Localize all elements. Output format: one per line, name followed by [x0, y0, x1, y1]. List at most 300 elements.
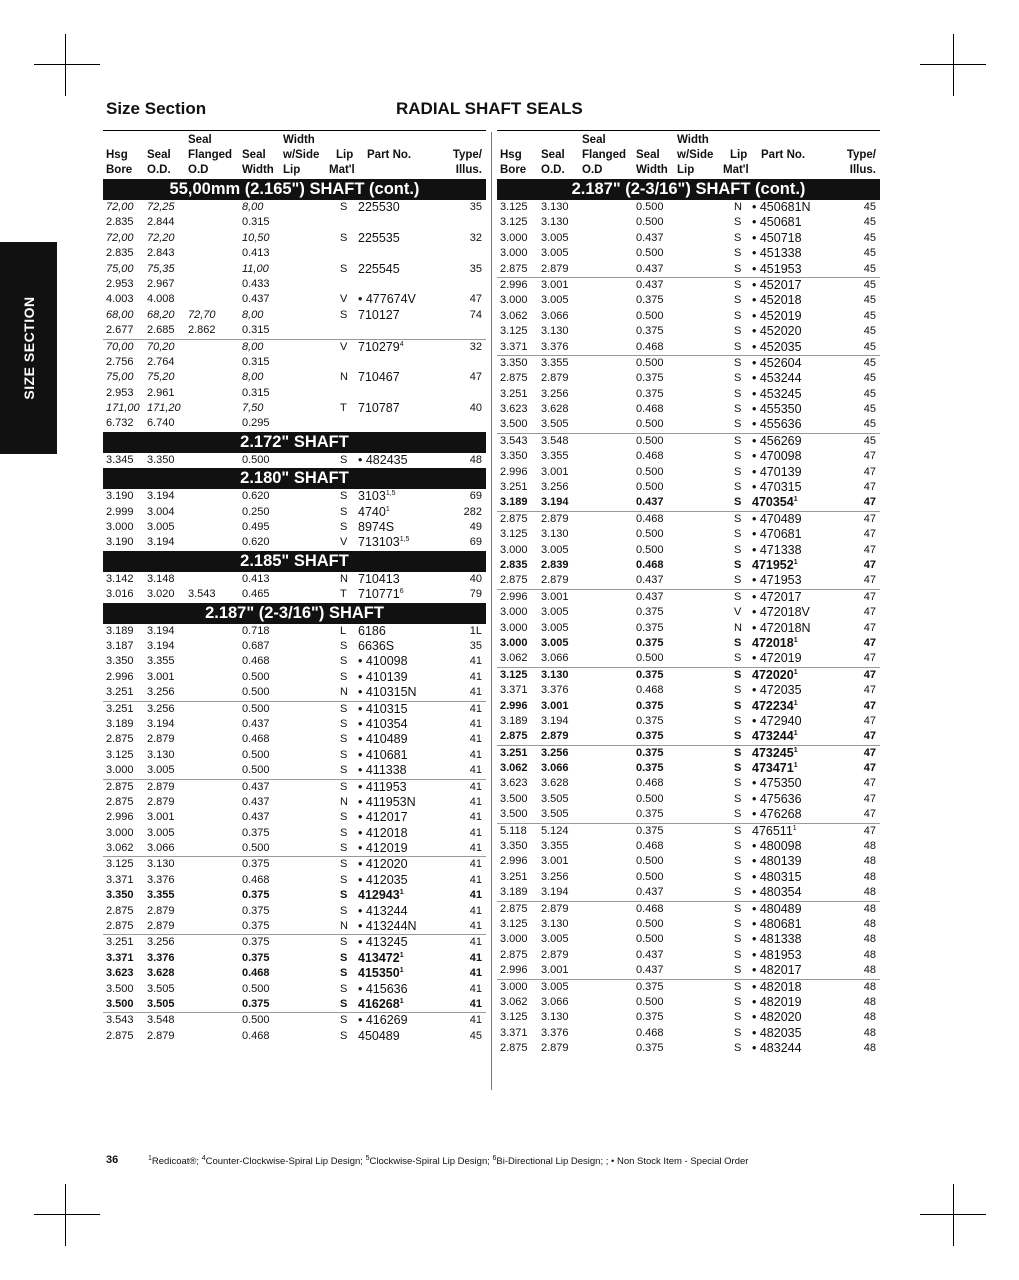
lip-material-cell: S: [734, 434, 742, 447]
lip-material-cell: S: [734, 1011, 742, 1024]
seal-od-cell: 3.355: [147, 655, 175, 668]
type-illus-cell: 47: [863, 746, 876, 759]
seal-od-cell: 2.879: [541, 512, 569, 525]
hsg-bore-cell: 2.875: [500, 902, 528, 915]
lip-material-cell: S: [340, 1029, 348, 1042]
type-illus-cell: 41: [469, 842, 482, 855]
type-illus-cell: 48: [863, 1042, 876, 1055]
seal-width-cell: 0.375: [242, 904, 270, 917]
table-row: [497, 495, 880, 510]
part-number-text: • 480681: [752, 916, 802, 931]
row-group: [497, 979, 880, 1057]
row-group: [103, 624, 486, 701]
part-number-text: • 452018: [752, 293, 802, 308]
table-row: [103, 505, 486, 520]
part-number-text: • 410315: [358, 701, 408, 716]
section-header: 2.172" SHAFT: [103, 432, 486, 453]
lip-material-cell: S: [734, 387, 742, 400]
seal-od-cell: 2.843: [147, 247, 175, 260]
seal-od-cell: 72,25: [147, 201, 175, 213]
type-illus-cell: 41: [469, 780, 482, 793]
table-row: [497, 1041, 880, 1056]
type-illus-cell: 41: [469, 717, 482, 730]
row-group: [103, 934, 486, 1012]
seal-od-cell: 2.879: [147, 795, 175, 808]
part-number-cell: [752, 543, 802, 558]
seal-width-cell: 0.375: [636, 808, 664, 821]
part-number-cell: [358, 795, 416, 810]
table-row: [497, 683, 880, 698]
part-number-text: • 472019: [752, 651, 802, 666]
seal-od-cell: 3.548: [541, 434, 569, 447]
lip-material-cell: S: [734, 543, 742, 556]
part-number-text: • 451953: [752, 261, 802, 276]
table-row: [497, 434, 880, 449]
part-number-text: • 452035: [752, 339, 802, 354]
part-number-text: • 410681: [358, 747, 408, 762]
part-number-text: • 480098: [752, 839, 802, 854]
seal-width-cell: 0.375: [636, 325, 664, 338]
table-row: [497, 558, 880, 573]
type-illus-cell: 45: [863, 387, 876, 400]
hsg-bore-cell: 3.500: [500, 808, 528, 821]
type-illus-cell: 32: [469, 231, 482, 244]
row-group: [497, 511, 880, 589]
seal-od-cell: 3.194: [541, 496, 569, 509]
seal-width-cell: 0.500: [636, 434, 664, 447]
seal-width-cell: 0.620: [242, 536, 270, 549]
seal-width-cell: 0.375: [636, 294, 664, 307]
part-number-text: 472020: [752, 667, 794, 682]
hsg-bore-cell: 72,00: [106, 201, 134, 213]
seal-width-cell: 0.375: [636, 606, 664, 619]
seal-width-cell: 0.500: [242, 686, 270, 699]
part-number-cell: [752, 963, 802, 978]
seal-width-cell: 0.468: [636, 512, 664, 525]
table-row: [103, 587, 486, 602]
part-number-cell: [358, 572, 400, 587]
table-row: [103, 888, 486, 903]
table-row: [103, 826, 486, 841]
row-group: [497, 901, 880, 979]
hsg-bore-cell: 3.189: [106, 624, 134, 637]
seal-width-cell: 0.718: [242, 624, 270, 637]
lip-material-cell: S: [340, 308, 348, 321]
hdr-type-1: Type/: [452, 149, 482, 161]
part-number-cell: [358, 904, 408, 919]
part-number-text: • 455636: [752, 417, 802, 432]
part-number-text: • 470489: [752, 511, 802, 526]
hdr-flanged-1: Seal: [188, 134, 212, 146]
table-row: [103, 951, 486, 966]
row-group: [497, 200, 880, 277]
seal-od-cell: 3.005: [541, 294, 569, 307]
hsg-bore-cell: 2.953: [106, 277, 134, 290]
table-row: [497, 293, 880, 308]
table-row: [497, 356, 880, 371]
hsg-bore-cell: 5.118: [500, 824, 527, 837]
seal-od-cell: 3.194: [147, 536, 175, 549]
seal-od-cell: 3.066: [541, 762, 569, 775]
page-title: RADIAL SHAFT SEALS: [396, 99, 583, 118]
seal-od-cell: 2.764: [147, 355, 175, 368]
part-number-text: • 472018N: [752, 620, 811, 635]
lip-material-cell: S: [340, 733, 348, 746]
hsg-bore-cell: 3.125: [500, 325, 528, 338]
table-row: [103, 1029, 486, 1044]
seal-od-cell: 3.256: [147, 702, 175, 715]
part-number-cell: [358, 810, 408, 825]
part-footnote-mark: 1,5: [399, 536, 410, 544]
seal-od-cell: 3.005: [541, 636, 569, 649]
seal-width-cell: 0.375: [242, 826, 270, 839]
part-number-text: 6186: [358, 623, 386, 638]
hdr-hsg-1: Hsg: [500, 149, 522, 161]
lip-material-cell: S: [734, 278, 742, 291]
table-row: [103, 670, 486, 685]
seal-width-cell: 0.437: [636, 262, 664, 275]
hsg-bore-cell: 3.251: [106, 702, 134, 715]
lip-material-cell: S: [340, 521, 348, 534]
part-number-cell: [358, 370, 400, 385]
table-row: [497, 387, 880, 402]
seal-width-cell: 0.500: [242, 702, 270, 715]
hsg-bore-cell: 3.189: [500, 886, 528, 899]
type-illus-cell: 45: [863, 247, 876, 260]
part-number-text: 473245: [752, 745, 794, 760]
table-row: [497, 465, 880, 480]
hsg-bore-cell: 2.953: [106, 386, 134, 399]
hsg-bore-cell: 3.125: [500, 528, 528, 541]
seal-od-cell: 3.001: [541, 590, 569, 603]
seal-od-cell: 3.505: [147, 982, 175, 995]
part-footnote-mark: 1,5: [385, 490, 396, 498]
seal-od-cell: 3.194: [147, 490, 175, 503]
lip-material-cell: N: [340, 686, 348, 699]
part-number-text: • 482035: [752, 1025, 802, 1040]
hsg-bore-cell: 3.062: [500, 762, 528, 775]
hdr-width-2: Width: [242, 164, 274, 176]
part-number-cell: [752, 807, 802, 822]
part-footnote-mark: 1: [385, 505, 390, 513]
hsg-bore-cell: 3.251: [106, 936, 134, 949]
right-table: [497, 130, 880, 1056]
seal-od-cell: 2.879: [147, 1029, 175, 1042]
lip-material-cell: N: [340, 795, 348, 808]
seal-width-cell: 7,50: [242, 402, 264, 415]
hdr-wside-3: Lip: [283, 164, 301, 176]
seal-width-cell: 0.433: [242, 277, 270, 290]
seal-width-cell: 0.468: [242, 873, 270, 886]
seal-width-cell: 0.437: [636, 231, 664, 244]
seal-width-cell: 0.468: [636, 840, 664, 853]
part-footnote-mark: 1: [793, 636, 798, 644]
seal-width-cell: 0.500: [636, 309, 664, 322]
seal-width-cell: 0.500: [636, 465, 664, 478]
hsg-bore-cell: 68,00: [106, 308, 134, 321]
lip-material-cell: N: [734, 621, 742, 634]
seal-width-cell: 0.468: [636, 1026, 664, 1039]
type-illus-cell: 41: [469, 748, 482, 761]
part-footnote-mark: 1: [793, 761, 798, 769]
seal-width-cell: 0.500: [242, 453, 270, 466]
crop-mark: [34, 1214, 100, 1215]
seal-width-cell: 0.315: [242, 386, 270, 399]
seal-width-cell: 0.468: [636, 777, 664, 790]
lip-material-cell: S: [734, 450, 742, 463]
part-number-text: • 480489: [752, 901, 802, 916]
hsg-bore-cell: 3.000: [500, 621, 528, 634]
table-row: [497, 651, 880, 666]
hsg-bore-cell: 2.996: [500, 699, 528, 712]
part-number-cell: [358, 982, 408, 997]
seal-od-cell: 3.001: [147, 811, 175, 824]
hdr-seal-2: O.D.: [541, 164, 565, 176]
seal-width-cell: 0.500: [242, 748, 270, 761]
part-number-cell: [752, 402, 802, 417]
seal-od-cell: 3.130: [147, 748, 175, 761]
table-row: [497, 1026, 880, 1041]
seal-od-cell: 3.256: [541, 870, 569, 883]
lip-material-cell: S: [340, 858, 348, 871]
seal-width-cell: 0.500: [636, 481, 664, 494]
table-row: [103, 277, 486, 292]
hsg-bore-cell: 3.189: [106, 717, 134, 730]
row-group: [103, 339, 486, 432]
seal-od-cell: 68,20: [147, 308, 175, 321]
table-row: [497, 729, 880, 744]
section-header: 55,00mm (2.165") SHAFT (cont.): [103, 179, 486, 200]
lip-material-cell: S: [734, 262, 742, 275]
lip-material-cell: S: [340, 1014, 348, 1027]
hsg-bore-cell: 3.125: [500, 917, 528, 930]
hdr-type-1: Type/: [846, 149, 876, 161]
part-number-text: • 410139: [358, 669, 408, 684]
type-illus-cell: 45: [863, 216, 876, 229]
seal-width-cell: 0.500: [636, 933, 664, 946]
hsg-bore-cell: 3.251: [500, 387, 528, 400]
seal-od-cell: 3.256: [147, 936, 175, 949]
type-illus-cell: 45: [863, 294, 876, 307]
lip-material-cell: S: [734, 684, 742, 697]
seal-od-cell: 2.879: [541, 730, 569, 743]
part-number-cell: [752, 449, 802, 464]
lip-material-cell: S: [734, 294, 742, 307]
table-row: [497, 839, 880, 854]
hsg-bore-cell: 3.500: [106, 982, 134, 995]
seal-od-cell: 3.194: [541, 886, 569, 899]
lip-material-cell: S: [734, 418, 742, 431]
part-number-cell: [752, 683, 802, 698]
lip-material-cell: T: [340, 402, 347, 415]
seal-width-cell: 0.375: [636, 980, 664, 993]
seal-od-cell: 2.685: [147, 324, 175, 337]
table-row: [497, 746, 880, 761]
hsg-bore-cell: 2.999: [106, 505, 134, 518]
seal-width-cell: 0.500: [636, 995, 664, 1008]
hdr-width-1: Seal: [636, 149, 660, 161]
part-number-cell: [752, 885, 802, 900]
part-number-cell: [358, 200, 400, 215]
hsg-bore-cell: 2.875: [500, 512, 528, 525]
row-group: [103, 489, 486, 551]
part-number-text: 710279: [358, 339, 400, 354]
part-number-text: • 416269: [358, 1013, 408, 1028]
type-illus-cell: 41: [469, 920, 482, 933]
seal-width-cell: 0.437: [636, 590, 664, 603]
seal-od-cell: 3.130: [541, 325, 569, 338]
type-illus-cell: 48: [863, 870, 876, 883]
part-number-text: • 411338: [358, 763, 407, 778]
hsg-bore-cell: 3.500: [500, 792, 528, 805]
seal-width-cell: 0.465: [242, 588, 270, 601]
hsg-bore-cell: 3.350: [106, 889, 134, 902]
part-number-text: • 476268: [752, 807, 802, 822]
seal-width-cell: 0.620: [242, 490, 270, 503]
part-number-text: 225535: [358, 230, 400, 245]
hsg-bore-cell: 2.996: [500, 964, 528, 977]
seal-width-cell: 0.468: [242, 733, 270, 746]
part-number-cell: [752, 278, 802, 293]
lip-material-cell: N: [340, 572, 348, 585]
seal-od-cell: 3.355: [541, 450, 569, 463]
part-number-text: • 480354: [752, 885, 802, 900]
hsg-bore-cell: 2.875: [500, 948, 528, 961]
part-footnote-mark: 1: [793, 668, 798, 676]
seal-width-cell: 0.500: [636, 528, 664, 541]
part-number-text: 710787: [358, 401, 400, 416]
part-number-cell: [358, 935, 408, 950]
hdr-flanged-3: O.D: [188, 164, 209, 176]
row-group: [497, 277, 880, 355]
type-illus-cell: 47: [469, 293, 482, 306]
table-header: [103, 131, 486, 179]
table-row: [103, 702, 486, 717]
hsg-bore-cell: 2.875: [106, 795, 134, 808]
type-illus-cell: 48: [863, 964, 876, 977]
flanged-od-cell: 3.543: [188, 588, 216, 601]
part-number-cell: [752, 668, 798, 683]
seal-od-cell: 3.005: [541, 247, 569, 260]
hsg-bore-cell: 3.000: [500, 606, 528, 619]
part-number-cell: [752, 776, 802, 791]
hsg-bore-cell: 3.125: [500, 216, 528, 229]
lip-material-cell: S: [340, 997, 348, 1010]
row-group: [103, 701, 486, 779]
seal-od-cell: 3.355: [541, 356, 569, 369]
seal-width-cell: 0.500: [242, 982, 270, 995]
part-number-cell: [752, 729, 798, 744]
seal-width-cell: 0.500: [636, 216, 664, 229]
seal-od-cell: 3.350: [147, 453, 175, 466]
hdr-lip-1: Lip: [336, 149, 354, 161]
type-illus-cell: 48: [863, 933, 876, 946]
hdr-lip-2: Mat'l: [723, 164, 749, 176]
part-number-text: • 410489: [358, 732, 408, 747]
type-illus-cell: 47: [863, 730, 876, 743]
hsg-bore-cell: 3.000: [106, 764, 134, 777]
part-number-cell: [358, 262, 400, 277]
part-number-cell: [752, 246, 802, 261]
part-number-cell: [358, 888, 404, 903]
seal-od-cell: 2.839: [541, 558, 569, 571]
type-illus-cell: 35: [469, 262, 482, 275]
table-row: [497, 402, 880, 417]
hdr-type-2: Illus.: [849, 164, 876, 176]
table-row: [103, 246, 486, 261]
type-illus-cell: 47: [863, 668, 876, 681]
hsg-bore-cell: 171,00: [106, 402, 140, 415]
seal-width-cell: 0.500: [636, 792, 664, 805]
hsg-bore-cell: 3.016: [106, 588, 134, 601]
part-number-cell: [358, 717, 408, 732]
part-number-cell: [358, 489, 396, 504]
part-number-text: • 410098: [358, 654, 408, 669]
part-number-text: 473471: [752, 761, 794, 776]
seal-width-cell: 0.375: [636, 762, 664, 775]
part-number-text: • 453245: [752, 386, 802, 401]
column-divider: [491, 132, 492, 1090]
seal-od-cell: 3.194: [147, 624, 175, 637]
lip-material-cell: S: [734, 216, 742, 229]
part-number-text: • 451338: [752, 246, 802, 261]
table-row: [497, 573, 880, 588]
hsg-bore-cell: 2.835: [500, 558, 528, 571]
type-illus-cell: 48: [863, 917, 876, 930]
crop-mark: [65, 1184, 66, 1246]
seal-width-cell: 0.250: [242, 505, 270, 518]
seal-od-cell: 3.066: [541, 652, 569, 665]
hdr-seal-1: Seal: [147, 149, 171, 161]
seal-od-cell: 171,20: [147, 402, 181, 415]
page-section-title: Size Section: [106, 99, 207, 118]
part-number-text: • 472018V: [752, 605, 810, 620]
seal-width-cell: 0.500: [636, 543, 664, 556]
row-group: [497, 355, 880, 433]
lip-material-cell: S: [734, 372, 742, 385]
part-number-cell: [752, 699, 798, 714]
seal-width-cell: 0.500: [636, 917, 664, 930]
hdr-width-2: Width: [636, 164, 668, 176]
seal-width-cell: 0.468: [242, 655, 270, 668]
part-number-text: 476511: [752, 823, 793, 838]
row-group: [103, 779, 486, 857]
hsg-bore-cell: 75,00: [106, 371, 134, 384]
seal-od-cell: 3.005: [541, 231, 569, 244]
seal-od-cell: 3.005: [147, 764, 175, 777]
hsg-bore-cell: 2.875: [106, 920, 134, 933]
type-illus-cell: 41: [469, 655, 482, 668]
seal-od-cell: 2.879: [541, 1042, 569, 1055]
type-illus-cell: 45: [863, 201, 876, 213]
hsg-bore-cell: 3.000: [500, 543, 528, 556]
seal-width-cell: 8,00: [242, 308, 264, 321]
seal-width-cell: 0.500: [636, 855, 664, 868]
lip-material-cell: S: [340, 811, 348, 824]
lip-material-cell: S: [734, 824, 742, 837]
part-number-cell: [752, 495, 798, 510]
seal-width-cell: 0.295: [242, 417, 270, 430]
seal-od-cell: 3.001: [541, 465, 569, 478]
lip-material-cell: S: [734, 528, 742, 541]
part-number-cell: [358, 624, 386, 639]
table-row: [497, 621, 880, 636]
hsg-bore-cell: 6.732: [106, 417, 134, 430]
hsg-bore-cell: 3.000: [500, 247, 528, 260]
type-illus-cell: 47: [863, 636, 876, 649]
hsg-bore-cell: 3.543: [106, 1014, 134, 1027]
lip-material-cell: V: [340, 536, 348, 549]
